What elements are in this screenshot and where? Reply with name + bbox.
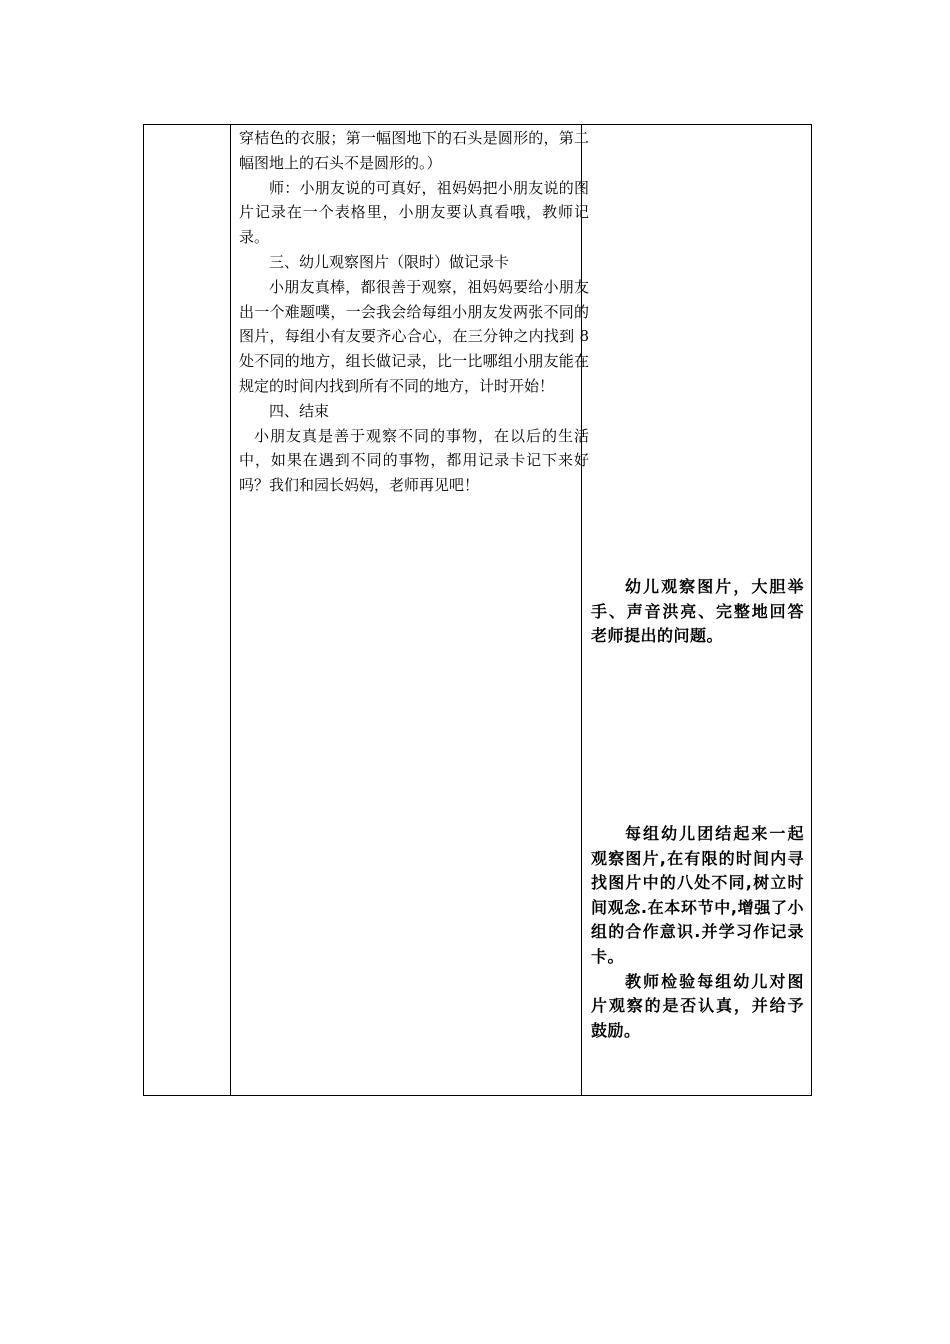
empty-column-cell — [144, 125, 230, 1095]
process-paragraph-2: 师：小朋友说的可真好，祖妈妈把小朋友说的图片记录在一个表格里，小朋友要认真看哦，教师记录。 — [239, 178, 589, 247]
lesson-table — [143, 124, 812, 1096]
design-intent-cell — [582, 125, 812, 1095]
design-note-2 — [591, 822, 804, 1043]
teaching-process-cell — [231, 125, 595, 1096]
design-note-1-text: 幼儿观察图片，大胆举手、声音洪亮、完整地回答老师提出的问题。 — [591, 577, 804, 646]
section-heading-4: 四、结束 — [269, 401, 330, 420]
design-note-2-text: 每组幼儿团结起来一起观察图片,在有限的时间内寻找图片中的八处不同,树立时间观念.在本环节中,增强了小组的合作意识.并学习作记录卡。 — [591, 824, 804, 966]
process-paragraph-3: 小朋友真棒，都很善于观察，祖妈妈要给小朋友出一个难题噗，一会我会给每组小朋友发两张不同的图片，每组小有友要齐心合心，在三分钟之内找到 8 处不同的地方，组长做记录，比一比哪组小朋友能在规定的时间内找到所有不同的地方，计时开始！ — [239, 277, 589, 395]
process-paragraph-1: 穿桔色的衣服；第一幅图地下的石头是圆形的，第二幅图地上的石头不是圆形的。） — [239, 129, 589, 172]
section-heading-3: 三、幼儿观察图片（限时）做记录卡 — [269, 252, 510, 271]
design-note-1 — [591, 575, 804, 649]
process-paragraph-4: 小朋友真是善于观察不同的事物，在以后的生活中，如果在遇到不同的事物，都用记录卡记下来好吗？我们和园长妈妈，老师再见吧！ — [239, 426, 589, 495]
design-note-3-text: 教师检验每组幼儿对图片观察的是否认真，并给予鼓励。 — [591, 971, 804, 1040]
